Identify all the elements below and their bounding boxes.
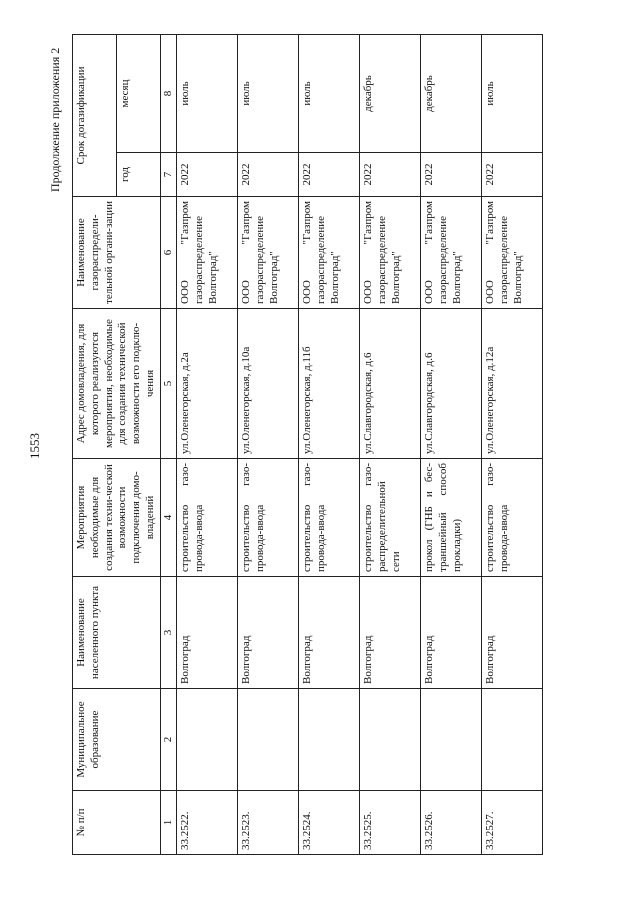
row-measure: строительство газо-провода-ввода — [482, 459, 543, 577]
column-number: 7 — [160, 153, 177, 197]
row-organization: ООО "Газпром газораспределение Волгоград" — [299, 197, 360, 309]
column-number: 4 — [160, 459, 177, 577]
row-address: ул.Оленегорская, д.2а — [177, 309, 238, 459]
row-municipality — [238, 689, 299, 791]
row-address: ул.Оленегорская, д.12а — [482, 309, 543, 459]
row-address: ул.Славгородская, д.6 — [360, 309, 421, 459]
header-deadline: Срок догазификации — [73, 34, 117, 196]
row-address: ул.Оленегорская, д.10а — [238, 309, 299, 459]
row-number: 33.2522. — [177, 791, 238, 855]
rotated-table-container — [72, 35, 602, 855]
table-row — [238, 34, 299, 854]
header-month: месяц — [116, 34, 160, 152]
column-number-row — [160, 34, 177, 854]
row-municipality — [177, 689, 238, 791]
row-month: июль — [177, 34, 238, 152]
row-municipality — [482, 689, 543, 791]
row-organization: ООО "Газпром газораспределение Волгоград" — [421, 197, 482, 309]
table-row — [177, 34, 238, 854]
row-year: 2022 — [177, 153, 238, 197]
row-settlement: Волгоград — [299, 577, 360, 689]
row-number: 33.2527. — [482, 791, 543, 855]
row-number: 33.2524. — [299, 791, 360, 855]
header-num: № п/п — [73, 791, 161, 855]
row-settlement: Волгоград — [177, 577, 238, 689]
header-row-1 — [73, 34, 117, 854]
column-number: 3 — [160, 577, 177, 689]
row-measure: строительство газо-провода-ввода — [299, 459, 360, 577]
row-year: 2022 — [238, 153, 299, 197]
row-municipality — [299, 689, 360, 791]
row-address: ул.Славгородская, д.6 — [421, 309, 482, 459]
table-row — [482, 34, 543, 854]
row-month: июль — [238, 34, 299, 152]
gasification-table — [72, 34, 543, 855]
row-year: 2022 — [482, 153, 543, 197]
row-year: 2022 — [360, 153, 421, 197]
row-organization: ООО "Газпром газораспределение Волгоград" — [482, 197, 543, 309]
table-row — [299, 34, 360, 854]
row-settlement: Волгоград — [482, 577, 543, 689]
row-year: 2022 — [299, 153, 360, 197]
table-row — [360, 34, 421, 854]
row-organization: ООО "Газпром газораспределение Волгоград" — [360, 197, 421, 309]
column-number: 2 — [160, 689, 177, 791]
row-number: 33.2526. — [421, 791, 482, 855]
row-measure: строительство газо-провода-ввода — [238, 459, 299, 577]
header-year: год — [116, 153, 160, 197]
row-month: декабрь — [360, 34, 421, 152]
header-address: Адрес домовладения, для которого реализуются мероприятия, необходимые для создания технической возможности его подклю-чения — [73, 309, 161, 459]
column-number: 6 — [160, 197, 177, 309]
row-number: 33.2523. — [238, 791, 299, 855]
row-settlement: Волгоград — [238, 577, 299, 689]
row-measure: строительство газо-провода-ввода — [177, 459, 238, 577]
header-settlement: Наименование населенного пункта — [73, 577, 161, 689]
page-number: 1553 — [27, 433, 42, 459]
row-address: ул.Оленегорская, д.11б — [299, 309, 360, 459]
row-municipality — [360, 689, 421, 791]
row-measure: строительство газо-распределительной сети — [360, 459, 421, 577]
row-year: 2022 — [421, 153, 482, 197]
row-month: июль — [482, 34, 543, 152]
column-number: 8 — [160, 34, 177, 152]
header-municipality: Муниципальное образование — [73, 689, 161, 791]
row-organization: ООО "Газпром газораспределение Волгоград" — [238, 197, 299, 309]
row-settlement: Волгоград — [360, 577, 421, 689]
row-measure: прокол (ГНБ и бес-траншейный способ прокладки) — [421, 459, 482, 577]
row-municipality — [421, 689, 482, 791]
header-organization: Наименование газораспредели-тельной органи-зации — [73, 197, 161, 309]
column-number: 5 — [160, 309, 177, 459]
continuation-note: Продолжение приложения 2 — [48, 47, 62, 192]
header-measure: Мероприятия необходимые для создания техни-ческой возможности подключения домо-владений — [73, 459, 161, 577]
table-row — [421, 34, 482, 854]
row-number: 33.2525. — [360, 791, 421, 855]
column-number: 1 — [160, 791, 177, 855]
row-organization: ООО "Газпром газораспределение Волгоград" — [177, 197, 238, 309]
row-settlement: Волгоград — [421, 577, 482, 689]
row-month: июль — [299, 34, 360, 152]
row-month: декабрь — [421, 34, 482, 152]
